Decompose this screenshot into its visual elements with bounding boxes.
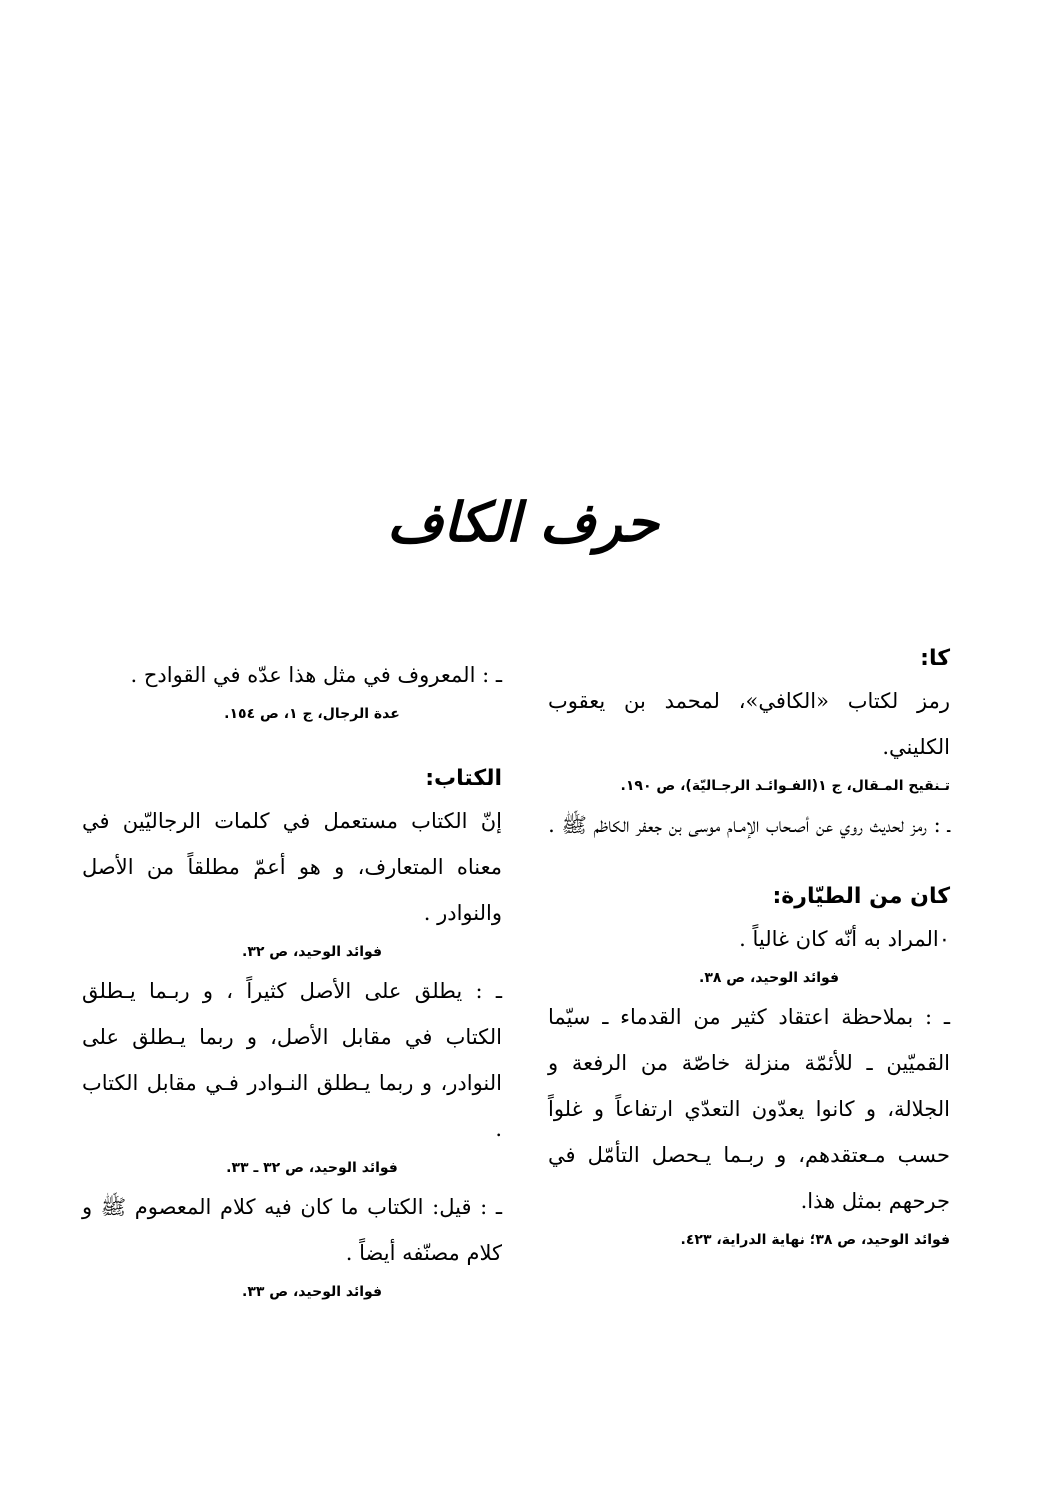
entry-citation: فوائد الوحيد، ص ٣٨؛ نهاية الدراية، ٤٢٣.: [680, 1232, 950, 1248]
entry-citation: فوائد الوحيد، ص ٣٢.: [241, 944, 382, 960]
left-column: [82, 652, 502, 1308]
entry-definition: ٠المراد به أنّه كان غالياً .: [739, 927, 950, 951]
entry-heading: الكتاب:: [425, 766, 502, 791]
entry-definition: ـ : رمز لحديث روي عن أصـحاب الإمـام موسى بن جعفر الكاظم ﷺ .: [548, 813, 950, 837]
page-title: حرف الكاف: [387, 490, 659, 554]
entry-heading: كا:: [920, 646, 950, 671]
entry-continuation: [82, 652, 502, 730]
entry-definition: إنّ الكتاب مستعمل في كلمات الرجاليّين في معناه المتعارف، و هو أعمّ مطلقاً من الأصل والنوادر .: [82, 809, 502, 925]
entry-citation: تـنقيح المـقال، ج ١(الفـوائـد الرجـاليّة)، ص ١٩٠.: [620, 778, 950, 794]
entry-definition: ـ : يطلق على الأصل كثيراً ، و ربـما يـطلق الكتاب في مقابل الأصل، و ربما يـطلق على النوادر، و ربما يـطلق النـوادر فـي مقابل الكتاب .: [82, 979, 502, 1141]
entry-citation: عدة الرجال، ج ١، ص ١٥٤.: [224, 706, 400, 722]
entry-definition: رمز لكتاب «الكافي»، لمحمد بن يعقوب الكليني.: [548, 689, 950, 759]
entry-ka: [548, 640, 950, 848]
entry-citation: فوائد الوحيد، ص ٣٢ ـ ٣٣.: [226, 1160, 398, 1176]
entry-citation: فوائد الوحيد، ص ٣٨.: [698, 970, 839, 986]
entry-citation: فوائد الوحيد، ص ٣٣.: [241, 1284, 382, 1300]
entry-definition: ـ : قيل: الكتاب ما كان فيه كلام المعصوم ﷺ و كلام مصنّفه أيضاً .: [82, 1195, 502, 1265]
entry-heading: كان من الطيّارة:: [772, 884, 950, 909]
entry-tayyara: [548, 878, 950, 1256]
entry-definition: ـ : المعروف في مثل هذا عدّه في القوادح .: [130, 663, 502, 687]
entry-kitab: [82, 760, 502, 1308]
right-column: [548, 640, 950, 1256]
entry-definition: ـ : بملاحظة اعتقاد كثير من القدماء ـ سيّما القميّين ـ للأئمّة منزلة خاصّة من الرفعة و الجلالة، و كانوا يعدّون التعدّي ارتفاعاً و غلواً حسب مـعتقدهم، و ربـما يـحصل التأمّل في جرحهم بمثل هذا.: [548, 1005, 950, 1213]
